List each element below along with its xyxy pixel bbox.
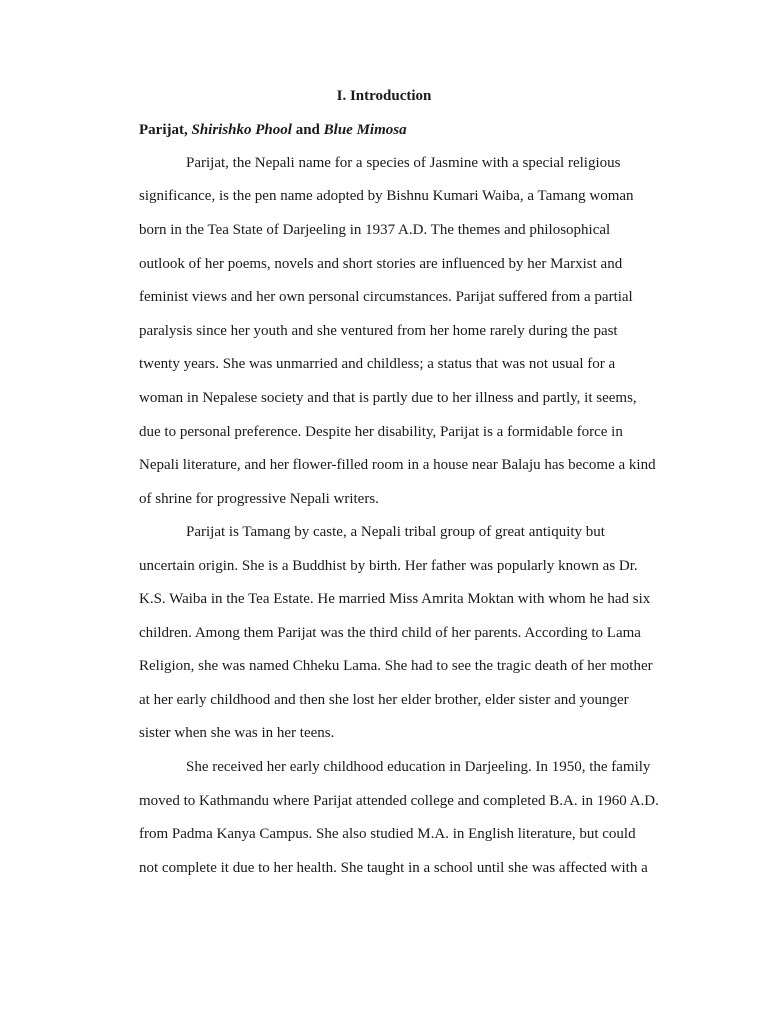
paragraph-line: not complete it due to her health. She taught in a school until she was affected with a — [139, 860, 648, 876]
paragraph-line: at her early childhood and then she lost her elder brother, elder sister and younger — [139, 692, 629, 708]
paragraph-line: moved to Kathmandu where Parijat attended college and completed B.A. in 1960 A.D. — [139, 793, 659, 809]
subheading-title-blue-mimosa: Blue Mimosa — [323, 122, 407, 138]
paragraph-line: born in the Tea State of Darjeeling in 1937 A.D. The themes and philosophical — [139, 222, 611, 238]
paragraph-line: Parijat is Tamang by caste, a Nepali tribal group of great antiquity but — [186, 524, 605, 540]
paragraph-line: sister when she was in her teens. — [139, 725, 335, 741]
paragraph-line: significance, is the pen name adopted by Bishnu Kumari Waiba, a Tamang woman — [139, 188, 634, 204]
subheading-part1: Parijat, — [139, 122, 192, 138]
paragraph-line: Parijat, the Nepali name for a species of Jasmine with a special religious — [186, 155, 621, 171]
paragraph-line: feminist views and her own personal circumstances. Parijat suffered from a partial — [139, 289, 633, 305]
paragraph-line: She received her early childhood education in Darjeeling. In 1950, the family — [186, 759, 651, 775]
paragraph-line: woman in Nepalese society and that is partly due to her illness and partly, it seems, — [139, 390, 637, 406]
paragraph-line: due to personal preference. Despite her disability, Parijat is a formidable force in — [139, 424, 623, 440]
subheading-part2: and — [291, 122, 324, 138]
paragraph-line: uncertain origin. She is a Buddhist by birth. Her father was popularly known as Dr. — [139, 558, 638, 574]
paragraph-line: Nepali literature, and her flower-filled room in a house near Balaju has become a kind — [139, 457, 656, 473]
paragraph-line: of shrine for progressive Nepali writers. — [139, 491, 379, 507]
section-heading: I. Introduction — [336, 88, 432, 104]
paragraph-line: from Padma Kanya Campus. She also studied M.A. in English literature, but could — [139, 826, 636, 842]
paragraph-line: twenty years. She was unmarried and childless; a status that was not usual for a — [139, 356, 616, 372]
paragraph-line: paralysis since her youth and she ventured from her home rarely during the past — [139, 323, 618, 339]
paragraph-line: children. Among them Parijat was the third child of her parents. According to Lama — [139, 625, 641, 641]
paragraph-line: outlook of her poems, novels and short stories are influenced by her Marxist and — [139, 256, 623, 272]
subheading-title-shirishko-phool: Shirishko Phool — [191, 122, 292, 138]
paragraph-line: Religion, she was named Chheku Lama. She had to see the tragic death of her mother — [139, 658, 653, 674]
subheading — [139, 120, 407, 140]
paragraph-line: K.S. Waiba in the Tea Estate. He married Miss Amrita Moktan with whom he had six — [139, 591, 651, 607]
